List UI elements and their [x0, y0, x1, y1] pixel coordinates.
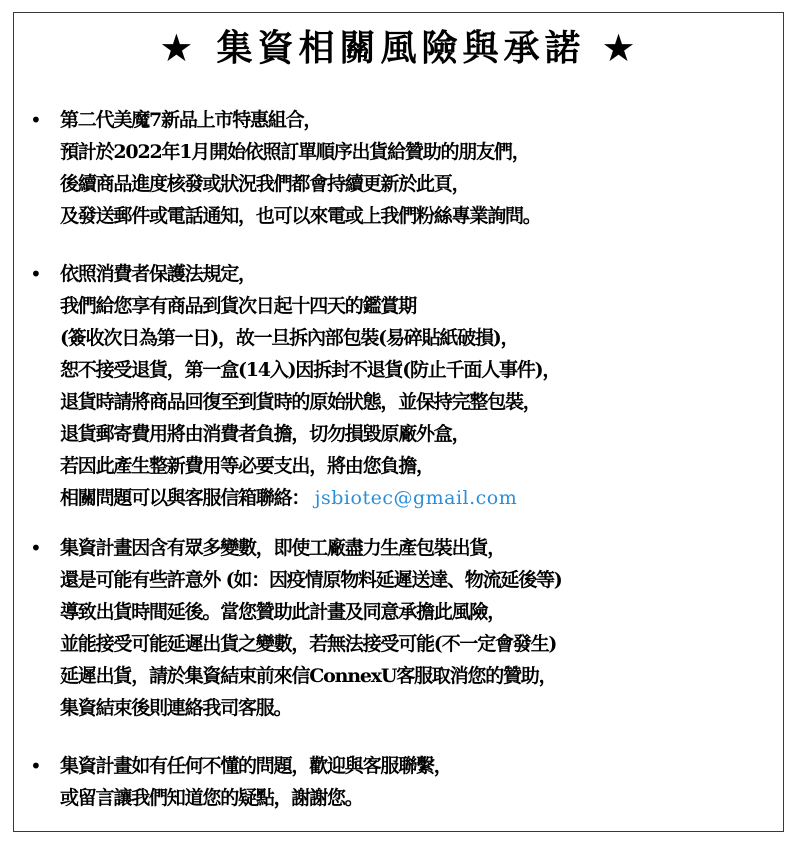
section-text: [60, 104, 785, 232]
section-text: [60, 532, 785, 724]
text-line: 延遲出貨，請於集資結束前來信ConnexU客服取消您的贊助，: [60, 665, 557, 687]
bullet-icon: •: [30, 262, 42, 286]
contact-label: 相關問題可以與客服信箱聯絡：: [60, 487, 310, 509]
bullet-icon: •: [30, 536, 42, 560]
text-line: 依照消費者保護法規定，: [60, 263, 256, 285]
text-line: 還是可能有些許意外 (如：因疫情原物料延遲送達、物流延後等): [60, 569, 562, 591]
page-title-text: 集資相關風險與承諾: [216, 27, 586, 69]
text-line: (簽收次日為第一日)，故一旦拆內部包裝(易碎貼紙破損)，: [60, 327, 519, 349]
page-title: [0, 26, 800, 70]
text-line-contact: [60, 482, 785, 514]
text-line: 集資計畫如有任何不懂的問題，歡迎與客服聯繫，: [60, 755, 452, 777]
text-line: 預計於2022年1月開始依照訂單順序出貨給贊助的朋友們，: [60, 141, 530, 163]
text-line: 恕不接受退貨，第一盒(14入)因拆封不退貨(防止千面人事件)，: [60, 359, 561, 381]
text-line: 退貨郵寄費用將由消費者負擔，切勿損毀原廠外盒，: [60, 423, 470, 445]
text-line: 及發送郵件或電話通知，也可以來電或上我們粉絲專業詢問。: [60, 205, 541, 227]
text-line: 若因此產生整新費用等必要支出，將由您負擔，: [60, 455, 434, 477]
text-line: 集資結束後則連絡我司客服。: [60, 697, 292, 719]
text-line: 退貨時請將商品回復至到貨時的原始狀態，並保持完整包裝，: [60, 391, 541, 413]
text-line: 第二代美魔7新品上市特惠組合，: [60, 109, 322, 131]
star-icon: ★: [601, 26, 641, 70]
bullet-icon: •: [30, 108, 42, 132]
text-line: 並能接受可能延遲出貨之變數，若無法接受可能(不一定會發生): [60, 633, 557, 655]
section-text: [60, 750, 785, 814]
text-line: 或留言讓我們知道您的疑點，謝謝您。: [60, 787, 363, 809]
support-email-link[interactable]: jsbiotec@gmail.com: [314, 487, 518, 509]
section-text: [60, 258, 785, 514]
text-line: 集資計畫因含有眾多變數，即使工廠盡力生產包裝出貨，: [60, 537, 506, 559]
text-line: 導致出貨時間延後。當您贊助此計畫及同意承擔此風險，: [60, 601, 506, 623]
star-icon: ★: [159, 26, 199, 70]
text-line: 我們給您享有商品到貨次日起十四天的鑑賞期: [60, 295, 417, 317]
bullet-icon: •: [30, 754, 42, 778]
text-line: 後續商品進度核發或狀況我們都會持續更新於此頁，: [60, 173, 470, 195]
